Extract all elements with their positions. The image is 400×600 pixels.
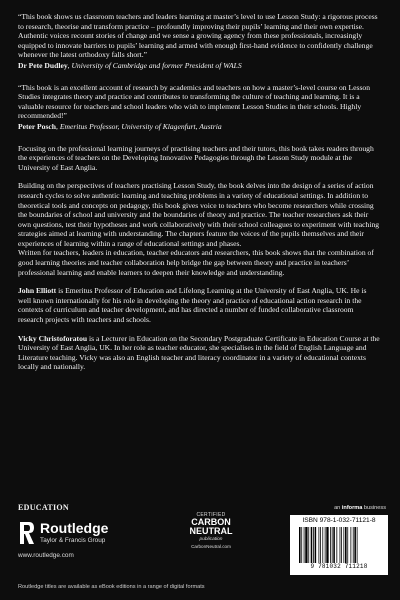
informa-brand: informa <box>341 505 363 511</box>
routledge-mark-icon <box>18 520 36 546</box>
isbn-label: ISBN 978-1-032-71121-8 <box>302 517 376 524</box>
author-bio-text-1: is Emeritus Professor of Education and Lifelong Learning at the University of East Anglia, UK. He is well known internationally for his role in developing the theory and practice of educational action research in the contexts of curriculum and teacher development, and has directed a number of funded collaborative classroom research projects with teachers and schools. <box>18 286 367 325</box>
author-bio-text-2: is a Lecturer in Education on the Secondary Postgraduate Certificate in Education Course at the University of East Anglia, UK. In her role as teacher educator, she specialises in the field of English Language and Literature teaching. Vicky was also an English teacher and literacy coordinator in a variety of educational contexts locally and nationally. <box>18 333 380 372</box>
barcode-digits: 9 781032 711218 <box>310 563 368 570</box>
author-name-2: Vicky Christoforatou <box>18 333 88 343</box>
description-paragraph-2: Building on the perspectives of teachers practising Lesson Study, the book delves into the design of a series of action research cycles to solve authentic learning and teaching problems in a variety of educational settings. In addition to theoretical tools and concepts on pedagogy, this book gives voice to teachers who become researchers while crossing the boundaries of school and university and the boundaries of theory and practice. The teacher researchers ask their own questions, test their hypotheses and work collaboratively with their school colleagues to experiment with teaching strategies aimed at learning with understanding. The chapters feature the voices of the pupils themselves and their experiences of learning within a range of educational settings and phases. <box>18 181 380 248</box>
endorser-name-1: Dr Pete Dudley <box>18 60 68 70</box>
carbon-word: CARBON <box>191 517 231 527</box>
cover-text <box>18 12 380 372</box>
carbon-publication-label: publication <box>199 537 223 542</box>
carbon-neutral-badge <box>182 512 240 564</box>
publisher-url: www.routledge.com <box>18 552 74 559</box>
author-name-1: John Elliott <box>18 286 57 296</box>
neutral-word: NEUTRAL <box>189 526 233 536</box>
carbon-certified-label: CERTIFIED <box>196 512 226 518</box>
endorser-affiliation-1: University of Cambridge and former President of WALS <box>71 60 242 70</box>
author-bio-2 <box>18 334 380 372</box>
publisher-group: Taylor & Francis Group <box>40 537 106 544</box>
informa-suffix: business <box>362 505 386 511</box>
endorsement-attribution-2: Peter Posch, Emeritus Professor, University of Klagenfurt, Austria <box>18 121 222 131</box>
endorser-affiliation-2: Emeritus Professor, University of Klagenfurt, Austria <box>59 121 222 131</box>
carbon-url: CarbonNeutral.com <box>191 544 231 549</box>
description-paragraph-3: Written for teachers, leaders in education, teacher educators and researchers, this book shows that the combination of good learning theories and teacher collaboration help bridge the gap between theory and practice in teachers’ professional learning and enable learners to deepen their knowledge and understanding. <box>18 248 374 277</box>
informa-tagline <box>334 505 386 511</box>
publisher-name: Routledge <box>40 520 109 536</box>
endorsement-quote-2: “This book is an excellent account of research by academics and teachers on how a master’s-level course on Lesson Studies integrates theory and practice and contributes to transforming the culture of teaching and learning. It is a valuable resource for teachers and school leaders who wish to implement Lesson Studies in their schools. Highly recommended!” <box>18 82 370 121</box>
subject-category: EDUCATION <box>18 503 70 512</box>
author-bio-1 <box>18 286 380 324</box>
endorsement-attribution-1: Dr Pete Dudley, University of Cambridge and former President of WALS <box>18 60 242 70</box>
informa-prefix: an <box>334 505 342 511</box>
endorsement-quote-1: “This book shows us classroom teachers and leaders learning at master’s level to use Lesson Study: a rigorous process to research, theorise and transform practice – profoundly improving their pupils’ learning and their own expertise. Authentic voices recount stories of change and we sense a growing agency from these professionals, increasingly equipped to innovate barriers to pupils’ learning and armed with enough first-hand evidence to confidently challenge whenever the latest orthodoxy falls short.” <box>18 12 378 60</box>
barcode <box>290 515 388 575</box>
publisher-logo <box>18 520 138 560</box>
description-paragraph-1: Focusing on the professional learning journeys of practising teachers and their tutors, this book takes readers through the experiences of teachers on the Developing Innovative Pedagogies through the Lesson Study module at the University of East Anglia. <box>18 143 374 172</box>
ebook-note: Routledge titles are available as eBook editions in a range of digital formats <box>18 584 205 590</box>
endorser-name-2: Peter Posch <box>18 121 57 131</box>
barcode-bars-icon <box>299 527 379 563</box>
